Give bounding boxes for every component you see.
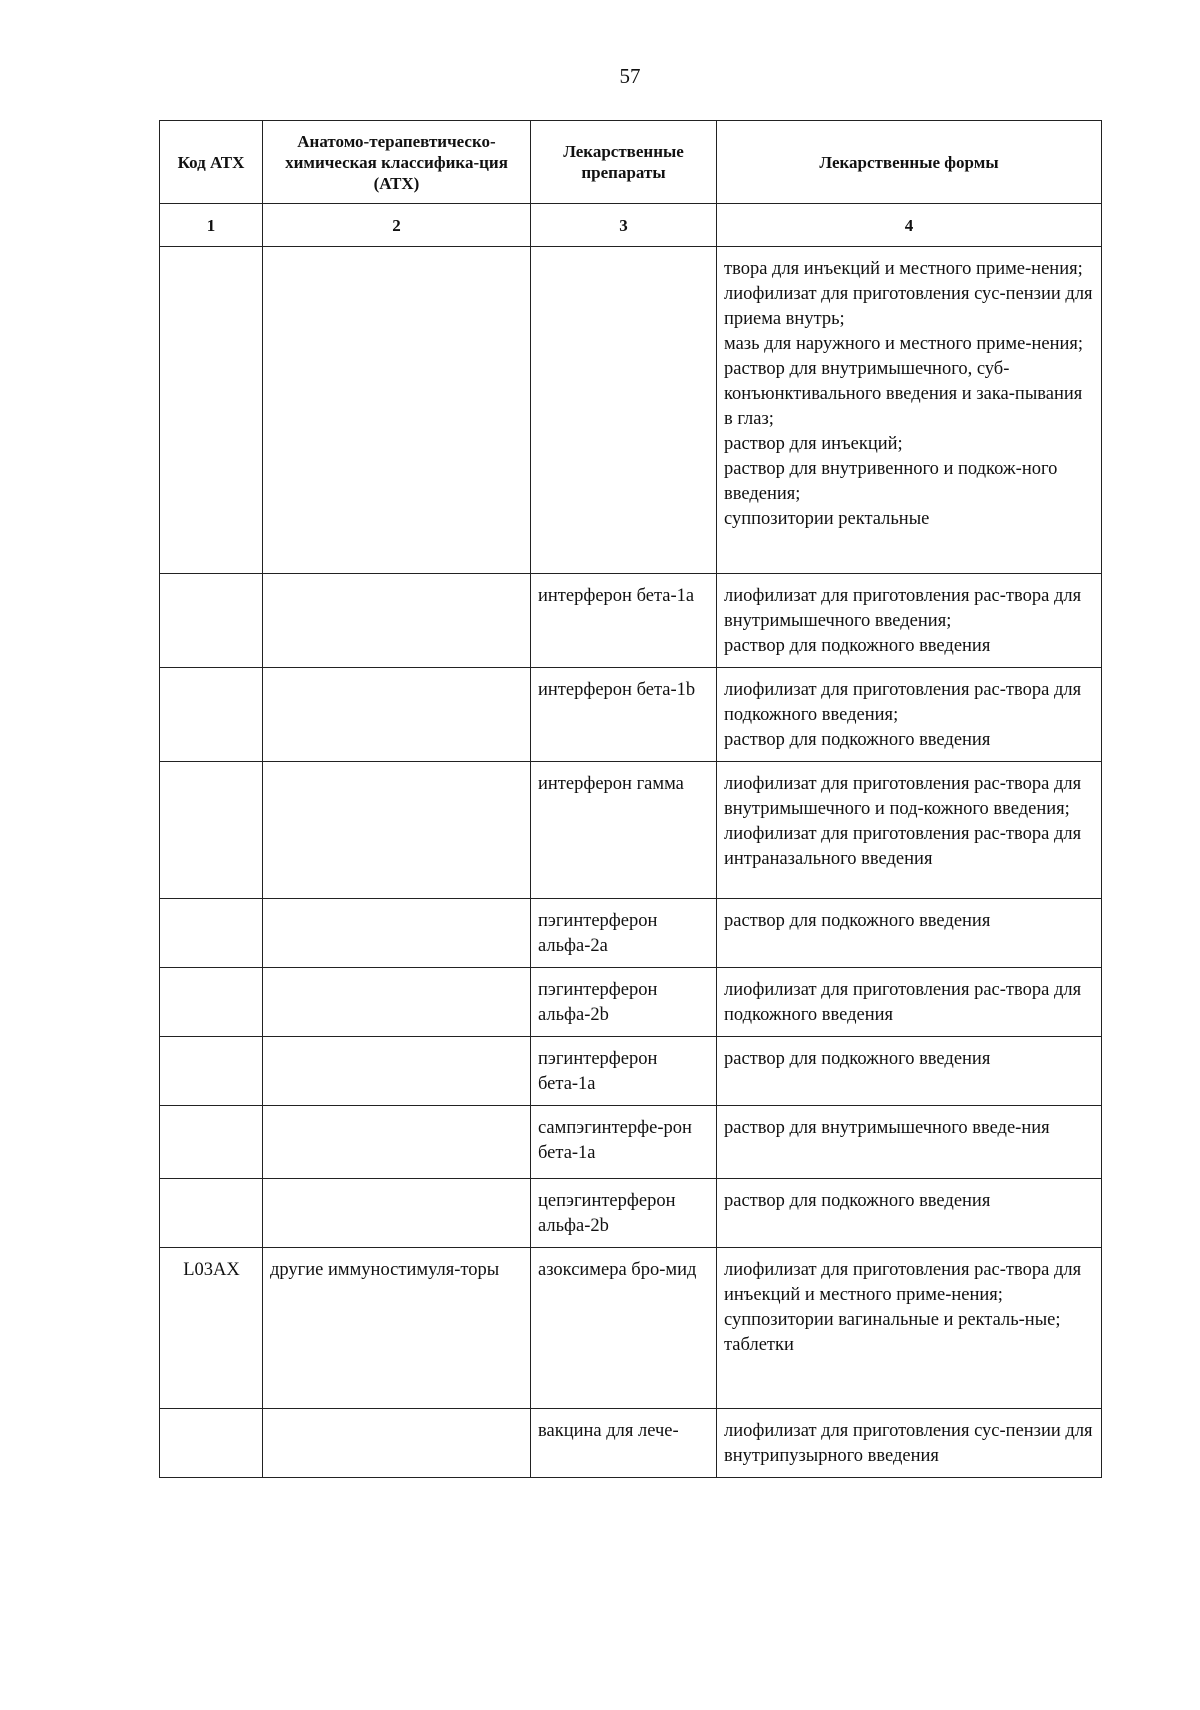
table-row [160,1106,1102,1179]
table-row [160,247,1102,574]
dosage-forms-cell [717,668,1102,762]
atx-code-cell [160,762,263,899]
dosage-forms-cell [717,574,1102,668]
column-number: 1 [160,204,263,247]
dosage-form-item: лиофилизат для приготовления рас-твора для внутримышечного и под-кожного введения; [724,774,1082,819]
atx-code-cell [160,574,263,668]
classification-cell [263,1179,531,1248]
drug-cell: азоксимера бро-мид [531,1248,717,1409]
dosage-form-item: раствор для инъекций; [724,434,903,454]
column-number-row [160,204,1102,247]
dosage-forms-cell [717,247,1102,574]
header-row [160,121,1102,204]
classification-cell [263,574,531,668]
drug-cell: интерферон бета-1b [531,668,717,762]
drug-cell: сампэгинтерфе-рон бета-1a [531,1106,717,1179]
dosage-form-item: раствор для подкожного введения [724,730,991,750]
header-classification: Анатомо-терапевтическо-химическая классифика-ция (АТХ) [263,121,531,204]
classification-cell: другие иммуностимуля-торы [263,1248,531,1409]
classification-cell [263,1409,531,1478]
dosage-form-item: лиофилизат для приготовления рас-твора для инъекций и местного приме-нения; [724,1260,1082,1305]
table-row [160,968,1102,1037]
classification-cell [263,1037,531,1106]
dosage-forms-cell [717,1179,1102,1248]
atx-code-cell [160,968,263,1037]
dosage-form-item: раствор для внутримышечного, суб-конъюнктивального введения и зака-пывания в глаз; [724,359,1083,429]
dosage-form-item: мазь для наружного и местного приме-нения; [724,334,1084,354]
dosage-forms-cell [717,1037,1102,1106]
classification-cell [263,668,531,762]
header-drugs: Лекарственные препараты [531,121,717,204]
drug-cell: вакцина для лече- [531,1409,717,1478]
header-code: Код АТХ [160,121,263,204]
dosage-form-item: раствор для подкожного введения [724,1191,991,1211]
dosage-form-item: таблетки [724,1335,794,1355]
column-number: 4 [717,204,1102,247]
dosage-forms-cell [717,899,1102,968]
dosage-form-item: раствор для внутривенного и подкож-ного введения; [724,459,1058,504]
table-row [160,1037,1102,1106]
dosage-forms-cell [717,762,1102,899]
atx-code-cell [160,899,263,968]
dosage-form-item: суппозитории ректальные [724,509,930,529]
page-number: 57 [619,64,641,88]
atx-code-cell: L03AX [160,1248,263,1409]
classification-cell [263,247,531,574]
atx-code-cell [160,668,263,762]
header-forms: Лекарственные формы [717,121,1102,204]
classification-cell [263,899,531,968]
dosage-form-item: лиофилизат для приготовления сус-пензии для внутрипузырного введения [724,1421,1093,1466]
dosage-forms-cell [717,1248,1102,1409]
dosage-form-item: лиофилизат для приготовления сус-пензии для приема внутрь; [724,284,1093,329]
classification-cell [263,762,531,899]
atx-table [159,120,1102,1478]
table-row [160,668,1102,762]
dosage-form-item: раствор для внутримышечного введе-ния [724,1118,1050,1138]
dosage-form-item: лиофилизат для приготовления рас-твора для интраназального введения [724,824,1082,869]
table-row [160,899,1102,968]
dosage-form-item: лиофилизат для приготовления рас-твора для подкожного введения [724,980,1082,1025]
drug-cell: пэгинтерферон альфа-2b [531,968,717,1037]
drug-cell: интерферон бета-1a [531,574,717,668]
atx-code-cell [160,1179,263,1248]
drug-cell: пэгинтерферон альфа-2a [531,899,717,968]
dosage-form-item: раствор для подкожного введения [724,911,991,931]
column-number: 3 [531,204,717,247]
table-body [160,247,1102,1478]
drug-cell: интерферон гамма [531,762,717,899]
dosage-form-item: раствор для подкожного введения [724,1049,991,1069]
column-number: 2 [263,204,531,247]
table-row [160,1248,1102,1409]
dosage-forms-cell [717,1106,1102,1179]
atx-code-cell [160,247,263,574]
atx-code-cell [160,1409,263,1478]
dosage-form-item: суппозитории вагинальные и ректаль-ные; [724,1310,1061,1330]
dosage-form-item: лиофилизат для приготовления рас-твора для подкожного введения; [724,680,1082,725]
table-row [160,1409,1102,1478]
drug-cell [531,247,717,574]
table-row [160,574,1102,668]
table-row [160,762,1102,899]
classification-cell [263,968,531,1037]
dosage-forms-cell [717,1409,1102,1478]
dosage-form-item: раствор для подкожного введения [724,636,991,656]
classification-cell [263,1106,531,1179]
dosage-forms-cell [717,968,1102,1037]
dosage-form-item: твора для инъекций и местного приме-нения; [724,259,1083,279]
atx-code-cell [160,1037,263,1106]
table-row [160,1179,1102,1248]
drug-cell: пэгинтерферон бета-1a [531,1037,717,1106]
atx-code-cell [160,1106,263,1179]
drug-cell: цепэгинтерферон альфа-2b [531,1179,717,1248]
dosage-form-item: лиофилизат для приготовления рас-твора для внутримышечного введения; [724,586,1082,631]
